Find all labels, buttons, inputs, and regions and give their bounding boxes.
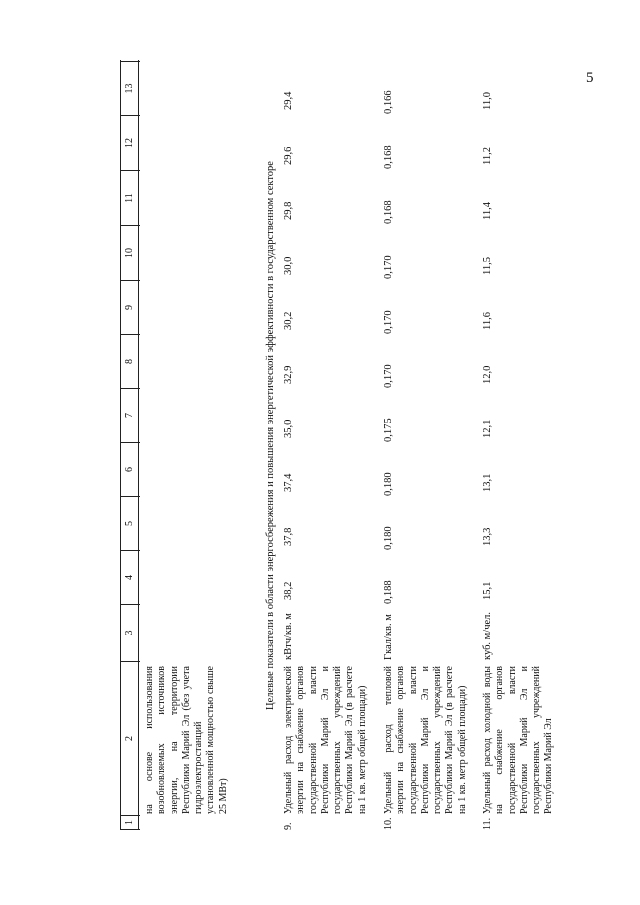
section-title: Целевые показатели в области энергосбережения и повышения энергетической эффективности в государственном секторе bbox=[265, 161, 276, 710]
rotated-table bbox=[120, 60, 555, 830]
row-11-v8: 12,0 bbox=[482, 365, 493, 384]
header-col-12: 12 bbox=[121, 116, 140, 171]
row-8-cont-text: на основе использования возобновляемых источников энергии, на территории Республики Марий Эл (без учета гидроэлектростанций установленной мощностью свыше 25 МВт) bbox=[144, 666, 229, 814]
row-10-v5: 0,180 bbox=[383, 526, 394, 550]
row-10-v11: 0,168 bbox=[383, 200, 394, 224]
row-9-v13: 29,4 bbox=[283, 91, 294, 110]
row-9-v4: 38,2 bbox=[283, 581, 294, 600]
row-9-v10: 30,0 bbox=[283, 256, 294, 275]
row-11-v12: 11,2 bbox=[482, 147, 493, 165]
row-9-v7: 35,0 bbox=[283, 419, 294, 438]
header-col-7: 7 bbox=[121, 389, 140, 443]
row-11-v4: 15,1 bbox=[482, 581, 493, 600]
header-col-6: 6 bbox=[121, 443, 140, 497]
row-10-v10: 0,170 bbox=[383, 255, 394, 279]
row-11-v5: 13,3 bbox=[482, 527, 493, 546]
row-9-v9: 30,2 bbox=[283, 311, 294, 330]
row-9-unit: кВтч/кв. м bbox=[283, 613, 294, 660]
header-col-10: 10 bbox=[121, 226, 140, 281]
row-10-v8: 0,170 bbox=[383, 364, 394, 388]
row-11-number: 11. bbox=[482, 817, 493, 830]
row-9-v12: 29,6 bbox=[283, 146, 294, 165]
header-col-8: 8 bbox=[121, 335, 140, 389]
row-10-v9: 0,170 bbox=[383, 310, 394, 334]
row-9-v6: 37,4 bbox=[283, 473, 294, 492]
header-col-4: 4 bbox=[121, 551, 140, 605]
header-col-1: 1 bbox=[121, 816, 140, 830]
row-10-v13: 0,166 bbox=[383, 90, 394, 114]
header-col-5: 5 bbox=[121, 497, 140, 551]
header-col-2: 2 bbox=[121, 662, 140, 816]
header-col-13: 13 bbox=[121, 61, 140, 116]
row-11-v9: 11,6 bbox=[482, 312, 493, 330]
row-11-v11: 11,4 bbox=[482, 202, 493, 220]
row-11-v10: 11,5 bbox=[482, 257, 493, 275]
header-col-9: 9 bbox=[121, 281, 140, 335]
row-9-v8: 32,9 bbox=[283, 365, 294, 384]
row-10-text: Удельный расход тепловой энергии на снабжение органов государственной власти Республики Марий Эл и государственных учреждений Республики Марий Эл (в расчете на 1 кв. метр общей площади) bbox=[383, 666, 468, 814]
row-11-v13: 11,0 bbox=[482, 92, 493, 110]
header-col-3: 3 bbox=[121, 605, 140, 662]
row-9-v5: 37,8 bbox=[283, 527, 294, 546]
row-11-unit: куб. м/чел. bbox=[482, 611, 493, 660]
row-10-v7: 0,175 bbox=[383, 418, 394, 442]
row-11-text: Удельный расход холодной воды на снабжение органов государственной власти Республики Марий Эл и государственных учреждений Республики Марий Эл bbox=[482, 666, 555, 814]
row-9-v11: 29,8 bbox=[283, 201, 294, 220]
row-9-number: 9. bbox=[283, 822, 294, 830]
row-10-v12: 0,168 bbox=[383, 145, 394, 169]
header-col-11: 11 bbox=[121, 171, 140, 226]
row-10-unit: Гкал/кв. м bbox=[383, 614, 394, 660]
row-11-v6: 13,1 bbox=[482, 473, 493, 492]
row-10-number: 10. bbox=[383, 817, 394, 830]
row-11-v7: 12,1 bbox=[482, 419, 493, 438]
table-header-row bbox=[120, 60, 139, 830]
row-10-v4: 0,188 bbox=[383, 580, 394, 604]
row-9-text: Удельный расход электрической энергии на снабжение органов государственной власти Республики Марий Эл и государственных учреждений Республики Марий Эл (в расчете на 1 кв. метр общей площади) bbox=[283, 666, 368, 814]
page-number: 5 bbox=[586, 70, 594, 86]
row-10-v6: 0,180 bbox=[383, 472, 394, 496]
